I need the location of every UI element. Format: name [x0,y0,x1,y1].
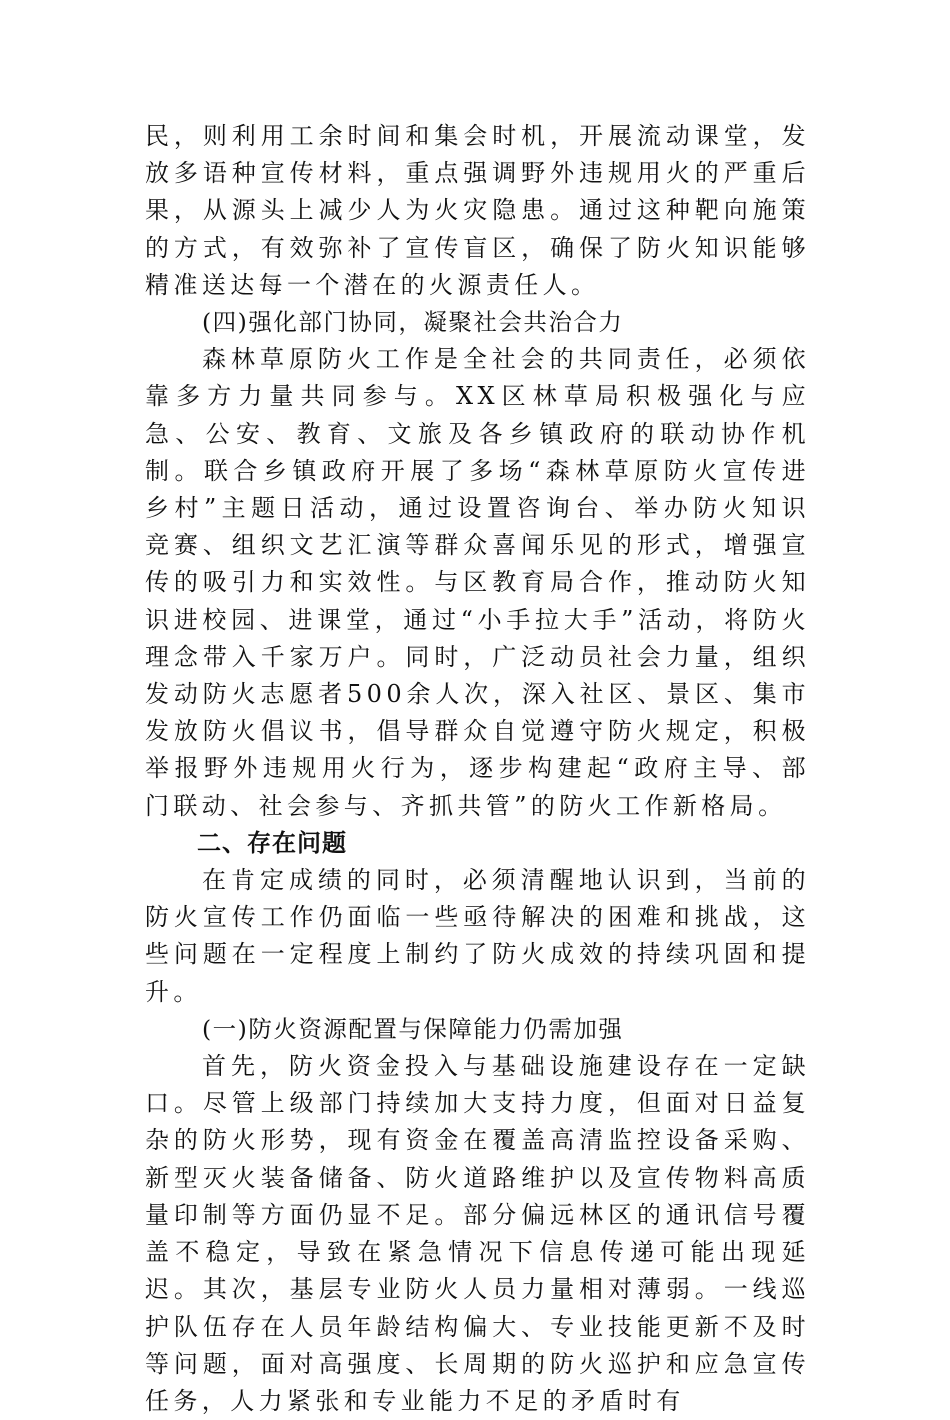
sub-heading-1-resource-allocation: (一)防火资源配置与保障能力仍需加强 [202,1014,624,1043]
document-page [145,118,810,1420]
sub-heading-4-department-coordination: (四)强化部门协同，凝聚社会共治合力 [202,308,624,337]
paragraph-problems-intro: 在肯定成绩的同时，必须清醒地认识到，当前的防火宣传工作仍面临一些亟待解决的困难和挑战，这些问题在一定程度上制约了防火成效的持续巩固和提升。 [145,866,810,1006]
paragraph-resource-allocation: 首先，防火资金投入与基础设施建设存在一定缺口。尽管上级部门持续加大支持力度，但面对日益复杂的防火形势，现有资金在覆盖高清监控设备采购、新型灭火装备储备、防火道路维护以及宣传物料高质量印制等方面仍显不足。部分偏远林区的通讯信号覆盖不稳定，导致在紧急情况下信息传递可能出现延迟。其次，基层专业防火人员力量相对薄弱。一线巡护队伍存在人员年龄结构偏大、专业技能更新不及时等问题，面对高强度、长周期的防火巡护和应急宣传任务，人力紧张和专业能力不足的矛盾时有 [145,1052,810,1415]
section-heading-existing-problems: 二、存在问题 [197,828,347,857]
paragraph-target-audience-continued: 民，则利用工余时间和集会时机，开展流动课堂，发放多语种宣传材料，重点强调野外违规用火的严重后果，从源头上减少人为火灾隐患。通过这种靶向施策的方式，有效弥补了宣传盲区，确保了防火知识能够精准送达每一个潜在的火源责任人。 [145,122,810,299]
paragraph-department-coordination: 森林草原防火工作是全社会的共同责任，必须依靠多方力量共同参与。XX区林草局积极强化与应急、公安、教育、文旅及各乡镇政府的联动协作机制。联合乡镇政府开展了多场“森林草原防火宣传进乡村”主题日活动，通过设置咨询台、举办防火知识竞赛、组织文艺汇演等群众喜闻乐见的形式，增强宣传的吸引力和实效性。与区教育局合作，推动防火知识进校园、进课堂，通过“小手拉大手”活动，将防火理念带入千家万户。同时，广泛动员社会力量，组织发动防火志愿者500余人次，深入社区、景区、集市发放防火倡议书，倡导群众自觉遵守防火规定，积极举报野外违规用火行为，逐步构建起“政府主导、部门联动、社会参与、齐抓共管”的防火工作新格局。 [145,345,810,820]
